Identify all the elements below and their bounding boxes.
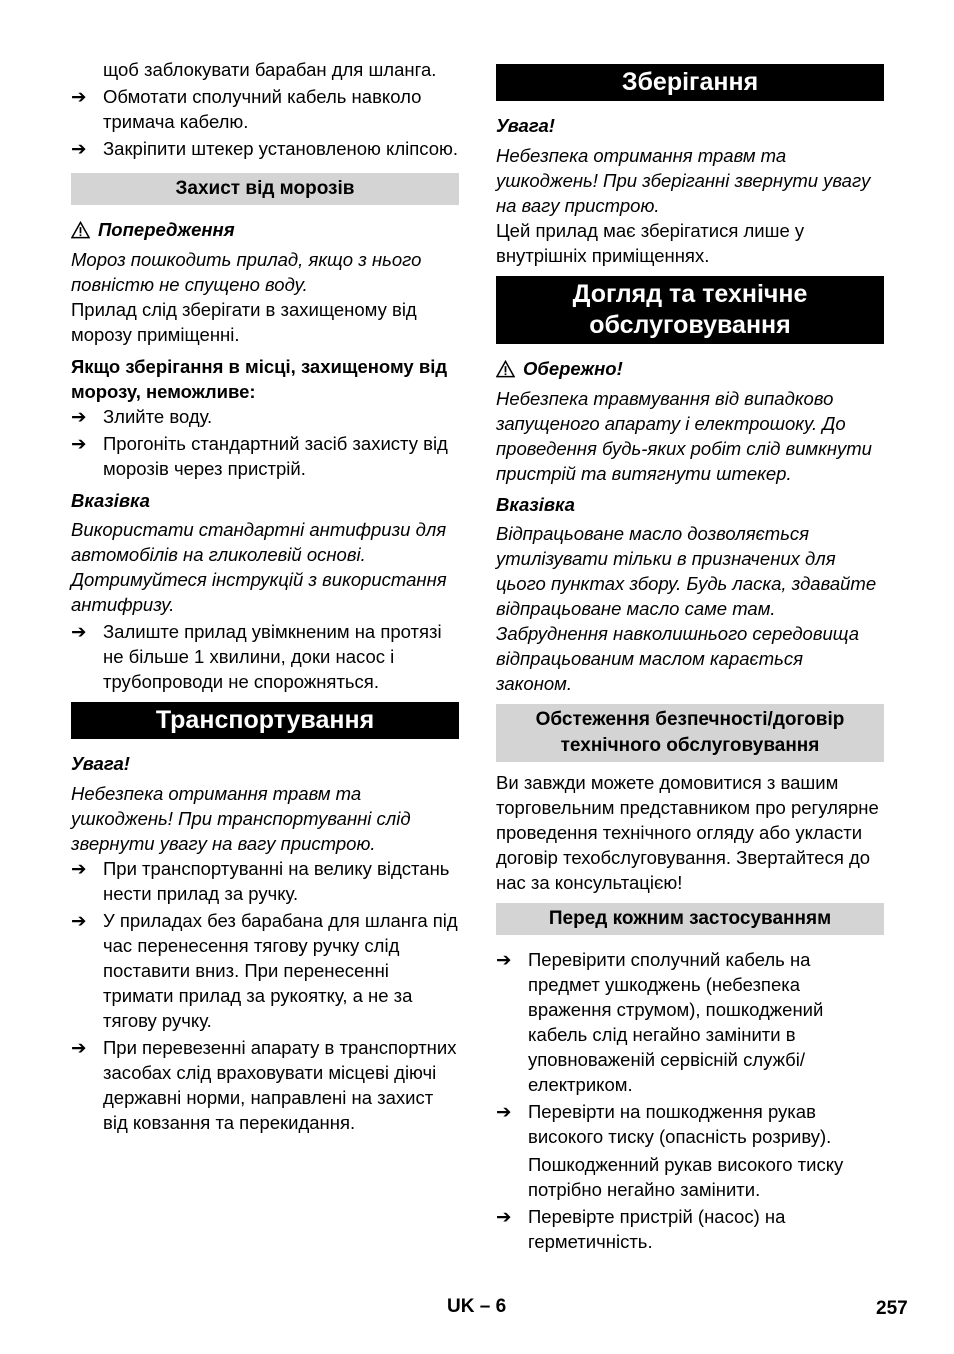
paragraph-continuation: щоб заблокувати барабан для шланга. — [103, 59, 437, 80]
arrow-icon: ➔ — [71, 858, 87, 879]
list-item: ➔ При перевезенні апарату в транспортних засобах слід враховувати місцеві діючі державні норми, направлені на захист від ковзання та перекидання. — [71, 1037, 457, 1133]
section-heading-care: Догляд та технічне обслуговування — [496, 276, 884, 344]
left-column — [71, 57, 459, 1135]
section-heading-safety: Обстеження безпечності/договір технічного обслуговування — [496, 704, 884, 762]
arrow-icon: ➔ — [71, 433, 87, 454]
list-item: ➔ Перевірте пристрій (насос) на герметичність. — [496, 1206, 786, 1252]
list-item: ➔ Обмотати сполучний кабель навколо тримача кабелю. — [71, 86, 422, 132]
note-label: Вказівка — [71, 490, 150, 511]
warning-triangle-icon — [496, 360, 515, 378]
arrow-icon: ➔ — [71, 621, 87, 642]
arrow-icon: ➔ — [496, 949, 512, 970]
arrow-icon: ➔ — [496, 1206, 512, 1227]
frost-text: Прилад слід зберігати в захищеному від морозу приміщенні. — [71, 299, 417, 345]
note-text: Відпрацьоване масло дозволяється утилізувати тільки в призначених для цього пунктах збору. Будь ласка, здавайте відпрацьоване масло саме там. Забруднення навколишнього середовища відпрацьованим маслом карається законом. — [496, 523, 877, 694]
section-heading-before-use: Перед кожним застосуванням — [496, 903, 884, 935]
caution-label: Обережно! — [496, 356, 884, 381]
arrow-icon: ➔ — [71, 86, 87, 107]
note-label: Вказівка — [496, 494, 575, 515]
list-item: ➔ Перевірти на пошкодження рукав високого тиску (опасність розриву). — [496, 1101, 832, 1147]
attention-label: Увага! — [71, 753, 130, 774]
list-item: ➔ Залиште прилад увімкненим на протязі не більше 1 хвилини, доки насос і трубопроводи не спорожняться. — [71, 621, 442, 692]
section-heading-storage: Зберігання — [496, 64, 884, 101]
list-item: ➔ При транспортуванні на велику відстань нести прилад за ручку. — [71, 858, 450, 904]
list-item: ➔ У приладах без барабана для шланга під час перенесення тягову ручку слід поставити вниз. При перенесенні тримати прилад за рукоятку, а не за тягову ручку. — [71, 910, 458, 1031]
list-item: ➔ Закріпити штекер установленою кліпсою. — [71, 138, 459, 159]
page-number: 257 — [876, 1298, 908, 1319]
attention-text: Небезпека отримання травм та ушкоджень! При зберіганні звернути увагу на вагу пристрою. — [496, 145, 871, 216]
footer-section-label: UK – 6 — [447, 1296, 507, 1317]
section-heading-frost: Захист від морозів — [71, 173, 459, 205]
list-item: ➔ Перевірити сполучний кабель на предмет ушкоджень (небезпека враження струмом), пошкоджений кабель слід негайно замінити в уповноваженій сервісній службі/ електриком. — [496, 949, 824, 1095]
attention-label: Увага! — [496, 115, 555, 136]
safety-text: Ви завжди можете домовитися з вашим торговельним представником про регулярне проведення технічного огляду або укласти договір техобслуговування. Звертайтеся до нас за консультацією! — [496, 772, 879, 893]
storage-text: Цей прилад має зберігатися лише у внутрішніх приміщеннях. — [496, 220, 805, 266]
arrow-icon: ➔ — [71, 406, 87, 427]
arrow-icon: ➔ — [71, 138, 87, 159]
right-column — [496, 64, 884, 1254]
arrow-icon: ➔ — [71, 910, 87, 931]
attention-text: Небезпека отримання травм та ушкоджень! При транспортуванні слід звернути увагу на вагу пристрою. — [71, 783, 411, 854]
caution-text: Небезпека травмування від випадково запущеного апарату і електрошоку. До проведення будь-яких робіт слід вимкнути пристрій та витягнути штекер. — [496, 388, 872, 484]
warning-text: Мороз пошкодить прилад, якщо з нього повністю не спущено воду. — [71, 249, 422, 295]
arrow-icon: ➔ — [71, 1037, 87, 1058]
warning-label: Попередження — [71, 217, 459, 242]
section-heading-transport: Транспортування — [71, 702, 459, 739]
list-item: ➔ Прогоніть стандартний засіб захисту від морозів через пристрій. — [71, 433, 448, 479]
list-item: ➔ Злийте воду. — [71, 406, 213, 427]
note-text: Використати стандартні антифризи для автомобілів на гликолевій основі. Дотримуйтеся інструкцій з використання антифризу. — [71, 519, 447, 615]
warning-triangle-icon — [71, 221, 90, 239]
frost-bold-text: Якщо зберігання в місці, захищеному від морозу, неможливе: — [71, 356, 448, 402]
list-item-continuation: Пошкодженний рукав високого тиску потрібно негайно замінити. — [528, 1154, 844, 1200]
arrow-icon: ➔ — [496, 1101, 512, 1122]
